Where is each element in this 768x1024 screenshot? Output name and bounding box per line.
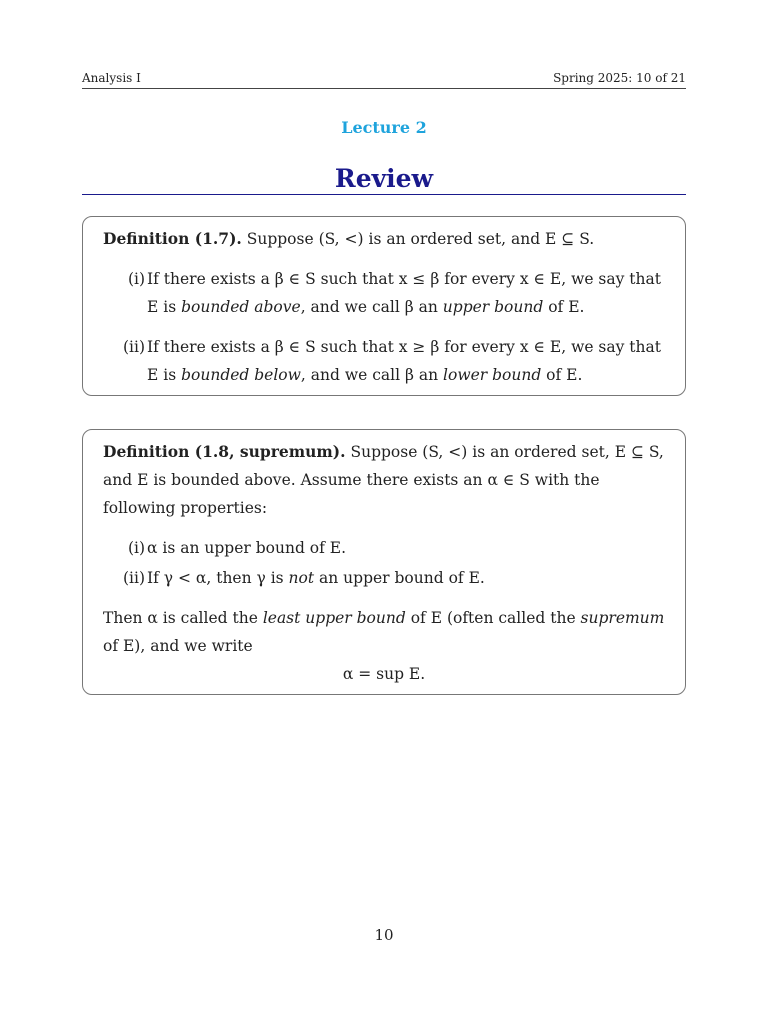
page-number: 10 — [374, 926, 394, 944]
definition-box-1-8 — [82, 429, 686, 695]
list-item: (ii) If γ < α, then γ is not an upper bound of E. — [103, 564, 665, 592]
display-formula: α = sup E. — [342, 665, 426, 683]
definition-label: Definition (1.7). — [103, 229, 242, 248]
running-header — [82, 70, 686, 89]
definition-box-1-7 — [82, 216, 686, 396]
course-title: Analysis I — [82, 71, 141, 85]
definition-label: Definition (1.8, supremum). — [103, 442, 346, 461]
definition-intro: Definition (1.7). Suppose (S, <) is an ordered set, and E ⊆ S. — [103, 229, 595, 248]
page-info: Spring 2025: 10 of 21 — [553, 71, 686, 85]
list-item: (ii) If there exists a β ∈ S such that x ≥ β for every x ∈ E, we say that E is bounded below, and we call β an lower bound of E. — [103, 333, 665, 389]
list-item: (i) α is an upper bound of E. — [103, 534, 665, 562]
definition-conclusion: Then α is called the least upper bound of E (often called the supremum of E), and we write — [103, 609, 665, 655]
item-marker: (ii) — [122, 338, 145, 356]
item-marker: (i) — [127, 539, 145, 557]
item-marker: (ii) — [122, 569, 145, 587]
definition-intro: Definition (1.8, supremum). Suppose (S, <) is an ordered set, E ⊆ S, and E is bounded above. Assume there exists an α ∈ S with the following properties: — [103, 442, 664, 517]
list-item: (i) If there exists a β ∈ S such that x ≤ β for every x ∈ E, we say that E is bounded above, and we call β an upper bound of E. — [103, 265, 665, 321]
item-marker: (i) — [127, 270, 145, 288]
lecture-heading: Lecture 2 — [341, 118, 427, 137]
section-title: Review — [82, 164, 686, 195]
